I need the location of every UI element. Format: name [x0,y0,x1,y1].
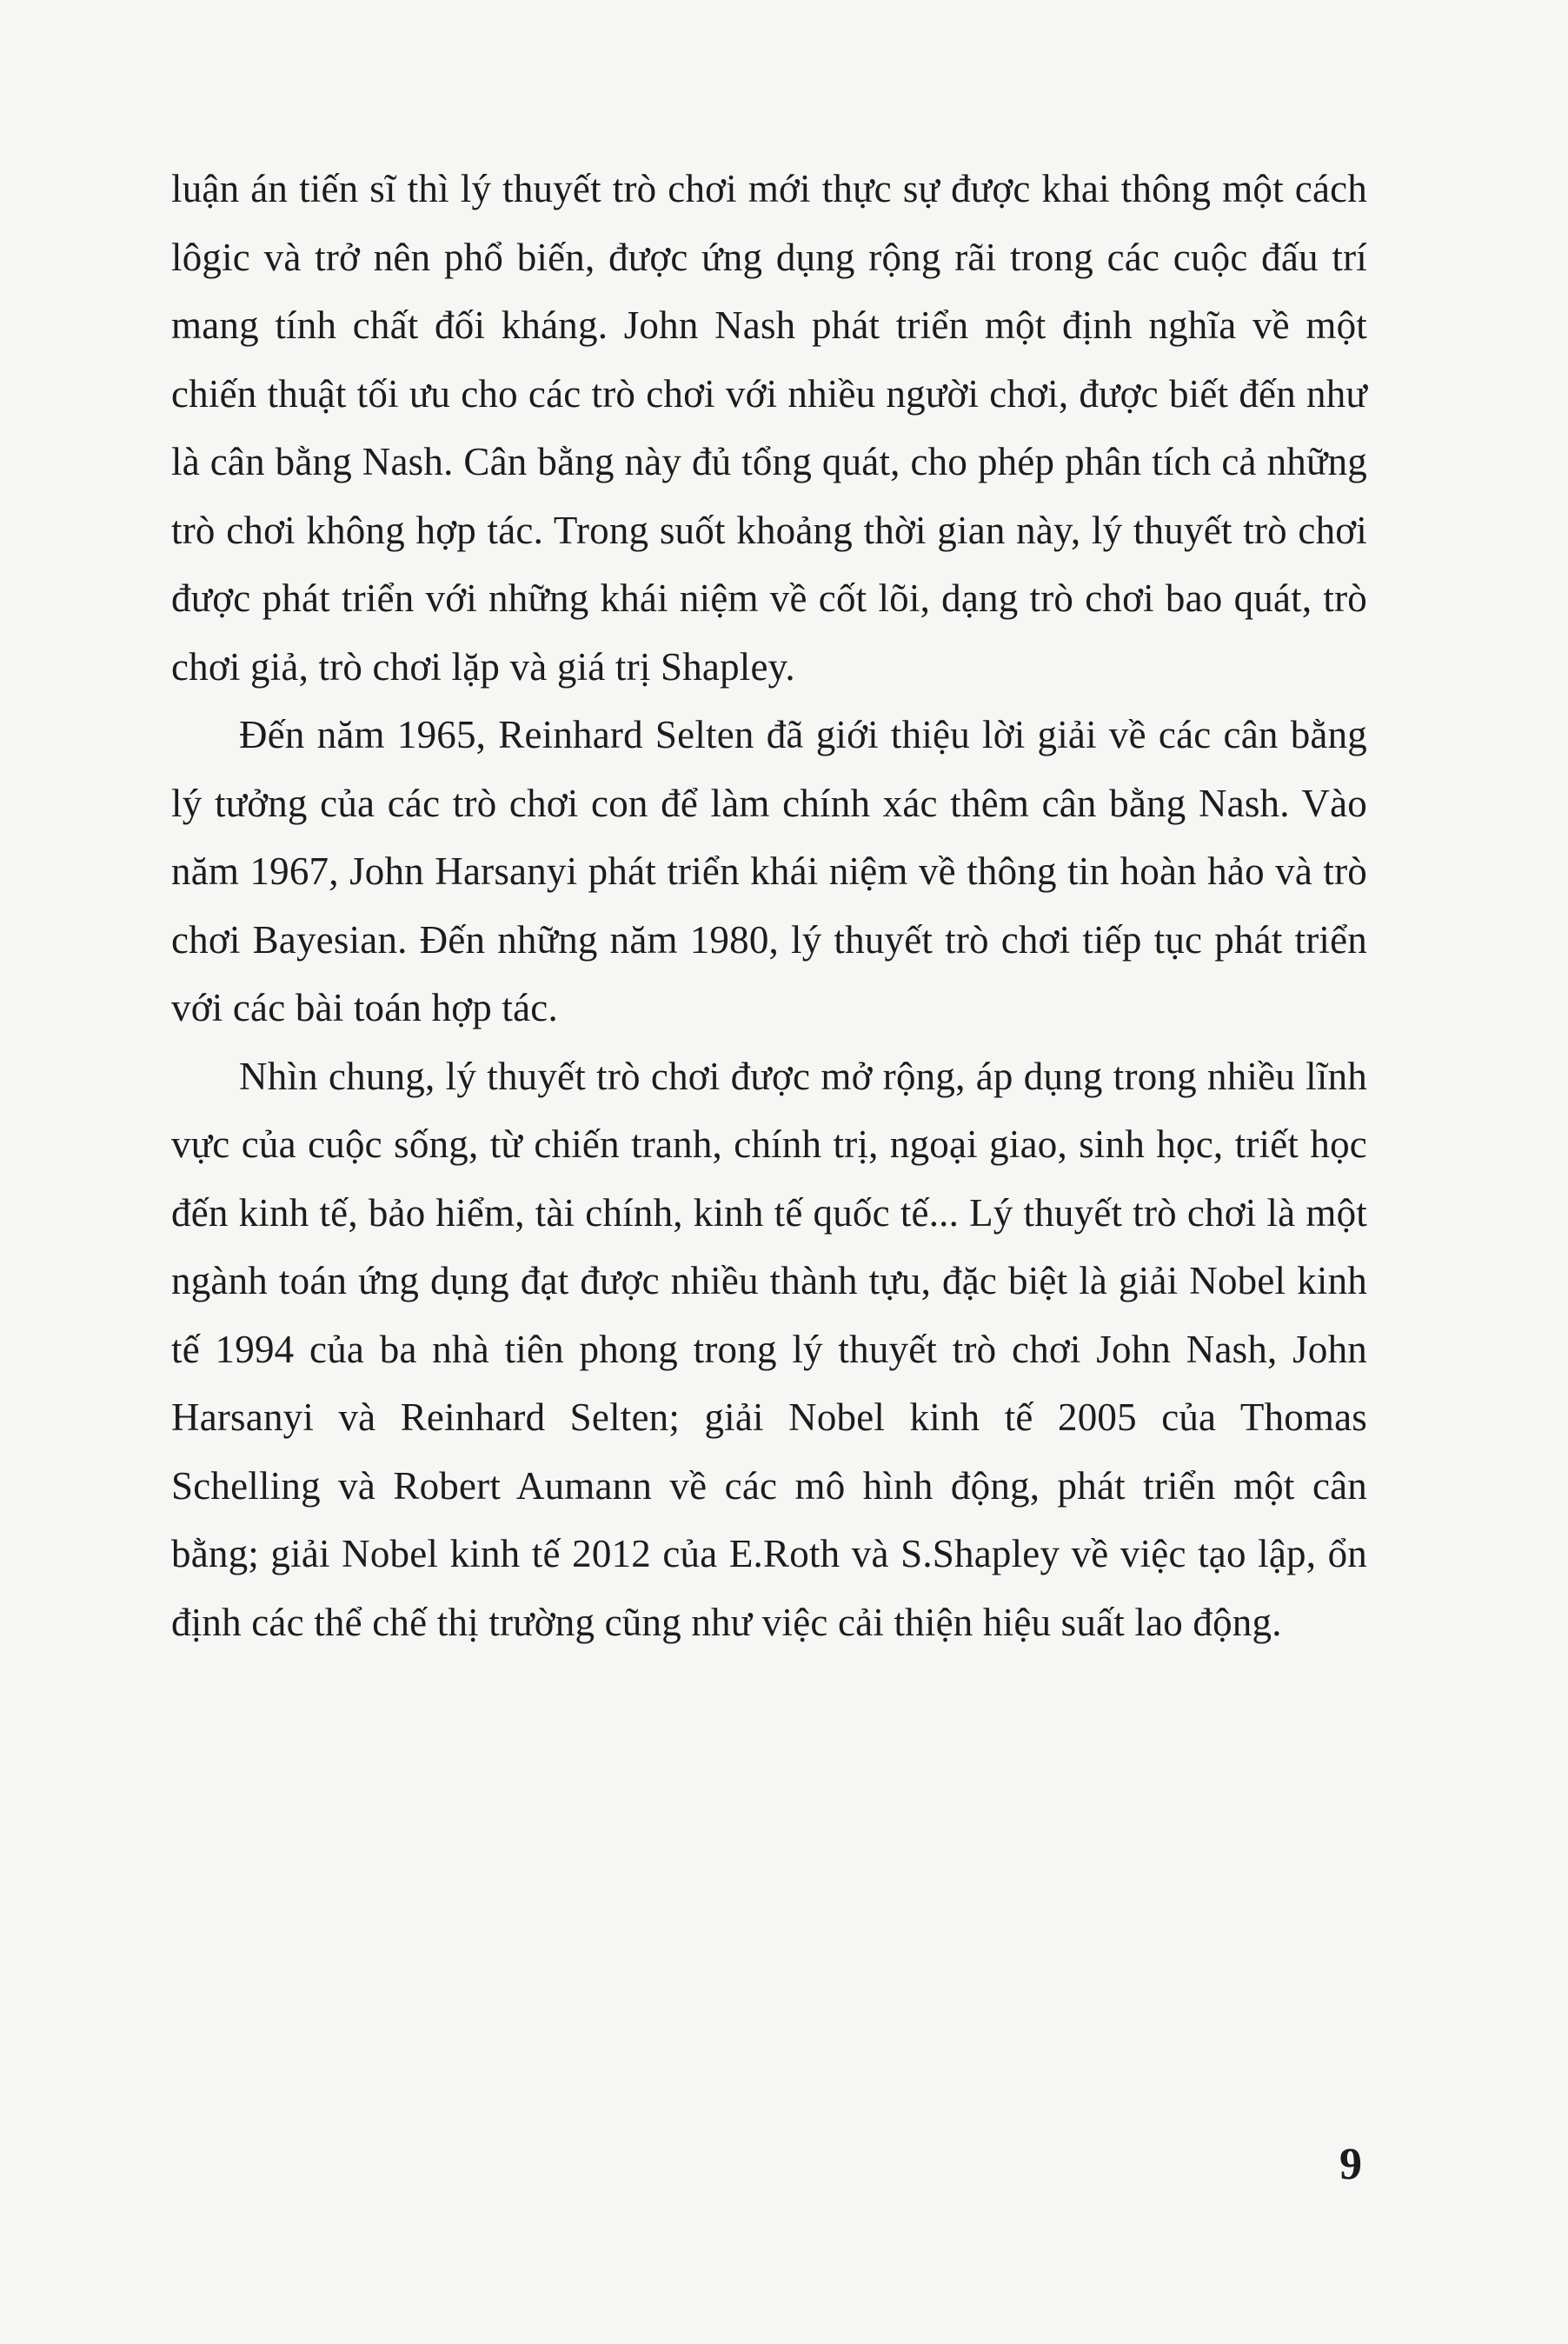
body-text [171,155,1367,1656]
paragraph-applications-nobel: Nhìn chung, lý thuyết trò chơi được mở rộng, áp dụng trong nhiều lĩnh vực của cuộc sống, từ chiến tranh, chính trị, ngoại giao, sinh học, triết học đến kinh tế, bảo hiểm, tài chính, kinh tế quốc tế... Lý thuyết trò chơi là một ngành toán ứng dụng đạt được nhiều thành tựu, đặc biệt là giải Nobel kinh tế 1994 của ba nhà tiên phong trong lý thuyết trò chơi John Nash, John Harsanyi và Reinhard Selten; giải Nobel kinh tế 2005 của Thomas Schelling và Robert Aumann về các mô hình động, phát triển một cân bằng; giải Nobel kinh tế 2012 của E.Roth và S.Shapley về việc tạo lập, ổn định các thể chế thị trường cũng như việc cải thiện hiệu suất lao động. [171,1054,1367,1644]
page-number: 9 [1339,2140,1362,2189]
paragraph-continuation: luận án tiến sĩ thì lý thuyết trò chơi mới thực sự được khai thông một cách lôgic và trở nên phổ biến, được ứng dụng rộng rãi trong các cuộc đấu trí mang tính chất đối kháng. John Nash phát triển một định nghĩa về một chiến thuật tối ưu cho các trò chơi với nhiều người chơi, được biết đến như là cân bằng Nash. Cân bằng này đủ tổng quát, cho phép phân tích cả những trò chơi không hợp tác. Trong suốt khoảng thời gian này, lý thuyết trò chơi được phát triển với những khái niệm về cốt lõi, dạng trò chơi bao quát, trò chơi giả, trò chơi lặp và giá trị Shapley. [171,167,1367,689]
paragraph-selten-harsanyi: Đến năm 1965, Reinhard Selten đã giới thiệu lời giải về các cân bằng lý tưởng của các trò chơi con để làm chính xác thêm cân bằng Nash. Vào năm 1967, John Harsanyi phát triển khái niệm về thông tin hoàn hảo và trò chơi Bayesian. Đến những năm 1980, lý thuyết trò chơi tiếp tục phát triển với các bài toán hợp tác. [171,713,1367,1029]
